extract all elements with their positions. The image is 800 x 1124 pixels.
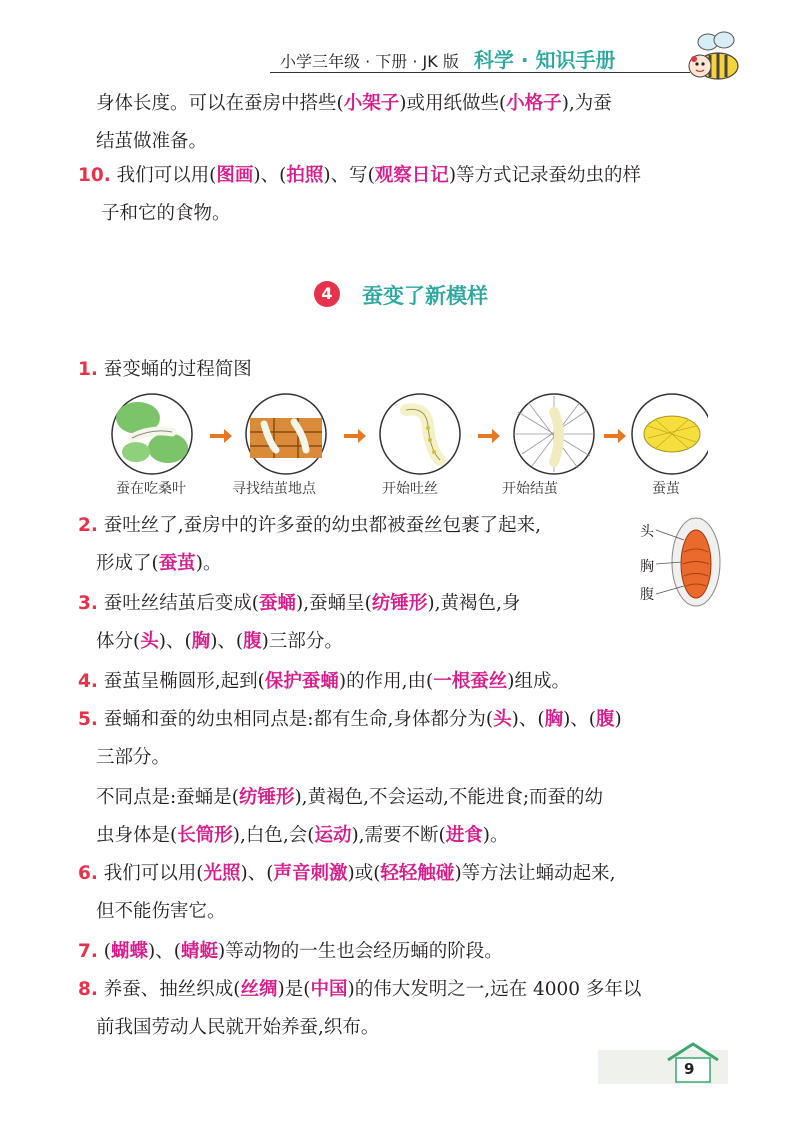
- line-text: 体分(: [96, 631, 141, 652]
- line-text: )、(: [563, 709, 597, 730]
- answer-text: 胸: [191, 631, 211, 652]
- line-text: 蚕茧呈椭圆形,起到(: [97, 671, 265, 692]
- line-text: )、(: [210, 631, 244, 652]
- answer-text: 一根蚕丝: [433, 671, 508, 692]
- line-text: 我们可以用(: [97, 863, 204, 884]
- header-text: [280, 44, 615, 73]
- line-text: 但不能伤害它。: [96, 901, 226, 922]
- line-text: ): [614, 709, 622, 730]
- line-text: (: [97, 941, 112, 962]
- line-text: 蚕吐丝了,蚕房中的许多蚕的幼虫都被蚕丝包裹了起来,: [97, 515, 542, 536]
- line-text: )、(: [253, 165, 287, 186]
- diagram-caption: 开始吐丝: [382, 481, 438, 497]
- stage-eating-leaves-illustration: [112, 394, 192, 474]
- line-text: ),需要不断(: [351, 825, 446, 846]
- text-line: [78, 164, 641, 188]
- handbook-title: 科学 · 知识手册: [473, 48, 616, 72]
- line-text: 形成了(: [96, 553, 159, 574]
- line-text: 蚕蛹和蚕的幼虫相同点是:都有生命,身体都分为(: [97, 709, 494, 730]
- text-line: [96, 630, 343, 654]
- arrow-icon: [604, 429, 626, 443]
- bee-mascot-icon: [686, 26, 746, 86]
- item-number: 8.: [78, 979, 98, 1000]
- answer-text: 光照: [203, 863, 241, 884]
- text-line: [78, 978, 641, 1002]
- text-line: [78, 862, 616, 886]
- diagram-caption: 蚕茧: [652, 481, 680, 497]
- text-line: [101, 202, 231, 226]
- line-text: )、(: [511, 709, 545, 730]
- answer-text: 运动: [314, 825, 352, 846]
- line-text: )组成。: [507, 671, 570, 692]
- text-line: [78, 670, 570, 694]
- line-text: )等动物的一生也会经历蛹的阶段。: [217, 941, 503, 962]
- item-number: 3.: [78, 593, 98, 614]
- text-line: [78, 940, 503, 964]
- line-text: )、写(: [323, 165, 375, 186]
- line-text: 蚕吐丝结茧后变成(: [97, 593, 260, 614]
- line-text: 三部分。: [96, 747, 171, 768]
- answer-text: 声音刺激: [273, 863, 348, 884]
- line-text: )。: [482, 825, 509, 846]
- line-text: 我们可以用(: [110, 165, 217, 186]
- text-line: [96, 552, 221, 576]
- header-rule: [270, 72, 690, 73]
- line-text: )、(: [158, 631, 192, 652]
- line-text: )或(: [347, 863, 381, 884]
- stage-finding-place-illustration: [246, 394, 326, 474]
- answer-text: 中国: [310, 979, 348, 1000]
- item-number: 4.: [78, 671, 98, 692]
- item-number: 2.: [78, 515, 98, 536]
- line-text: )。: [195, 553, 222, 574]
- text-line: [78, 592, 520, 616]
- text-line: [96, 824, 509, 848]
- answer-text: 纺锤形: [371, 593, 428, 614]
- answer-text: 腹: [596, 709, 615, 730]
- line-text: )的伟大发明之一,远在 4000 多年以: [347, 979, 642, 1000]
- line-text: 子和它的食物。: [101, 203, 231, 224]
- answer-text: 纺锤形: [238, 787, 295, 808]
- line-text: )或用纸做些(: [399, 93, 507, 114]
- line-text: )的作用,由(: [338, 671, 434, 692]
- text-line: [78, 708, 622, 732]
- answer-text: 头: [140, 631, 159, 652]
- line-text: 养蚕、抽丝织成(: [97, 979, 241, 1000]
- line-text: 虫身体是(: [96, 825, 178, 846]
- stage-cocoon-illustration: [632, 394, 708, 474]
- arrow-icon: [344, 429, 366, 443]
- answer-text: 小格子: [506, 93, 562, 114]
- stage-starting-cocoon-illustration: [514, 394, 594, 474]
- line-text: 蚕变蛹的过程简图: [97, 359, 252, 380]
- diagram-caption: 开始结茧: [502, 481, 558, 497]
- answer-text: 进食: [445, 825, 483, 846]
- arrow-icon: [210, 429, 232, 443]
- answer-text: 蚕蛹: [259, 593, 297, 614]
- pupa-label-chest: 胸: [640, 559, 654, 575]
- answer-text: 观察日记: [374, 165, 449, 186]
- line-text: )、(: [240, 863, 274, 884]
- line-text: 前我国劳动人民就开始养蚕,织布。: [96, 1017, 380, 1038]
- answer-text: 蝴蝶: [111, 941, 149, 962]
- text-line: [96, 92, 612, 116]
- line-text: ),白色,会(: [232, 825, 315, 846]
- arrow-icon: [478, 429, 500, 443]
- answer-text: 腹: [243, 631, 262, 652]
- answer-text: 拍照: [286, 165, 324, 186]
- section-number-badge: 4: [314, 281, 340, 307]
- item-number: 7.: [78, 941, 98, 962]
- book-label: 小学三年级 · 下册 · JK 版: [280, 52, 459, 71]
- line-text: ),为蚕: [561, 93, 612, 114]
- text-line: [78, 514, 541, 538]
- pupa-label-abdomen: 腹: [640, 587, 654, 603]
- text-line: [96, 900, 226, 924]
- item-number: 1.: [78, 359, 98, 380]
- line-text: ),黄褐色,不会运动,不能进食;而蚕的幼: [294, 787, 604, 808]
- text-line: [96, 786, 603, 810]
- line-text: 不同点是:蚕蛹是(: [96, 787, 239, 808]
- stage-spinning-silk-illustration: [380, 394, 460, 474]
- answer-text: 小架子: [343, 93, 400, 114]
- line-text: )等方法让蛹动起来,: [454, 863, 616, 884]
- text-line: [96, 746, 170, 770]
- item-number: 10.: [78, 165, 111, 186]
- diagram-caption: 蚕在吃桑叶: [116, 481, 186, 497]
- line-text: ),黄褐色,身: [427, 593, 521, 614]
- answer-text: 轻轻触碰: [380, 863, 455, 884]
- line-text: )、(: [148, 941, 181, 962]
- line-text: 结茧做准备。: [96, 131, 208, 152]
- line-text: )等方式记录蚕幼虫的样: [448, 165, 642, 186]
- answer-text: 胸: [544, 709, 564, 730]
- diagram-caption: 寻找结茧地点: [232, 481, 316, 497]
- answer-text: 丝绸: [240, 979, 278, 1000]
- text-line: [96, 130, 207, 154]
- section-title: 蚕变了新模样: [362, 283, 488, 308]
- answer-text: 长筒形: [177, 825, 233, 846]
- answer-text: 头: [493, 709, 512, 730]
- text-line: [96, 1016, 379, 1040]
- pupa-label-head: 头: [640, 524, 654, 540]
- line-text: ),蚕蛹呈(: [296, 593, 372, 614]
- item-number: 6.: [78, 863, 98, 884]
- item-number: 5.: [78, 709, 98, 730]
- line-text: )三部分。: [261, 631, 343, 652]
- page-number: 9: [684, 1060, 695, 1078]
- text-line: [78, 358, 252, 382]
- answer-text: 蚕茧: [158, 553, 196, 574]
- answer-text: 图画: [216, 165, 254, 186]
- answer-text: 蜻蜓: [180, 941, 218, 962]
- answer-text: 保护蚕蛹: [264, 671, 339, 692]
- line-text: 身体长度。可以在蚕房中搭些(: [96, 93, 344, 114]
- line-text: )是(: [277, 979, 311, 1000]
